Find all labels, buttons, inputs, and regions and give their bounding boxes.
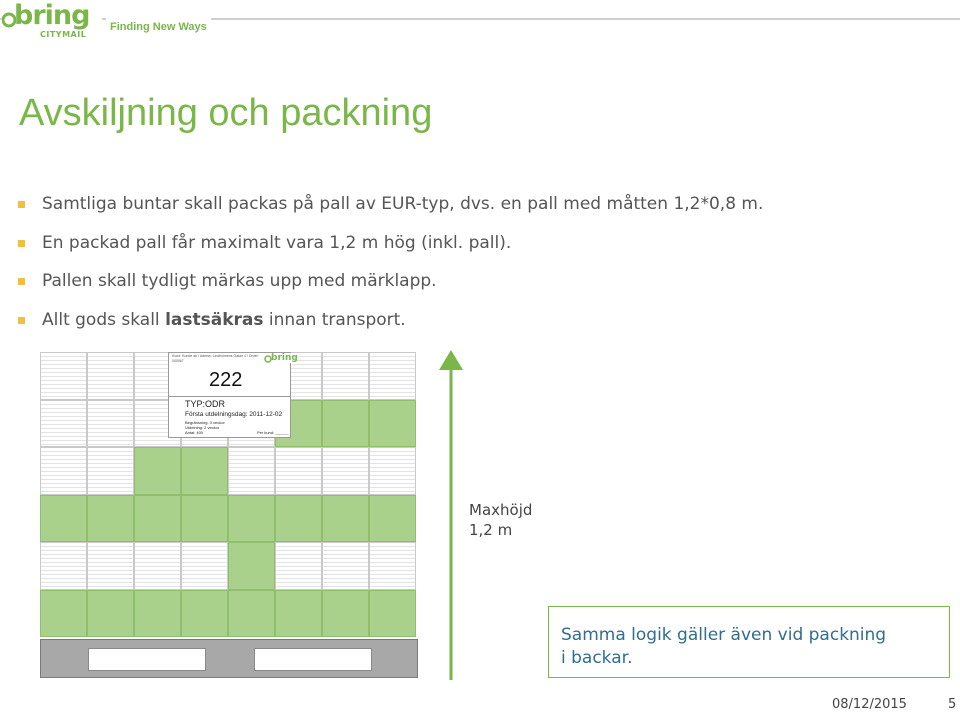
pallet-base [40, 639, 418, 678]
tagline: Finding New Ways [106, 18, 211, 36]
callout-box [548, 606, 950, 678]
pallet-box [322, 590, 369, 638]
pallet-box [87, 542, 134, 590]
max-height-label-value: 1,2 m [469, 521, 513, 539]
pallet-label-logo-text: bring [271, 353, 298, 363]
pallet-box [181, 447, 228, 495]
bullet-marker-icon [18, 278, 25, 285]
pallet-box [369, 495, 416, 543]
pallet-label-line: Begränsning: 3 veckor [185, 420, 225, 425]
pallet-box [40, 590, 87, 638]
logo-subtext: CITYMAIL [40, 30, 87, 39]
pallet-label-logo [264, 353, 298, 363]
pallet-box [134, 542, 181, 590]
pallet-box [228, 495, 275, 543]
pallet-label-line: Antal: 400 [185, 430, 204, 435]
pallet-box [40, 542, 87, 590]
pallet-box [40, 400, 87, 448]
pallet-box [369, 542, 416, 590]
pallet-box [322, 495, 369, 543]
pallet-box [275, 590, 322, 638]
pallet-label-divider [169, 396, 290, 397]
pallet-box [87, 447, 134, 495]
pallet-box [322, 400, 369, 448]
pallet-label-line: Utdelning: 2 veckor [185, 425, 220, 430]
pallet-box [87, 400, 134, 448]
pallet-box [181, 495, 228, 543]
pallet-label [168, 352, 291, 438]
pallet-base-slot [88, 648, 206, 671]
pallet-box [87, 590, 134, 638]
bring-logo [2, 2, 102, 44]
bullet-marker-icon [18, 317, 25, 324]
pallet-box [369, 590, 416, 638]
pallet-box [275, 495, 322, 543]
bullet-text-before: Allt gods skall [42, 309, 166, 330]
pallet-box [275, 542, 322, 590]
pallet-box [134, 495, 181, 543]
pallet-base-slot [254, 648, 372, 671]
bullet-marker-icon [18, 240, 25, 247]
max-height-label [469, 500, 532, 540]
height-arrow-icon [439, 350, 463, 680]
pallet-box [228, 447, 275, 495]
bullet-text: Samtliga buntar skall packas på pall av EUR-typ, dvs. en pall med måtten 1,2*0,8 m. [42, 194, 764, 214]
pallet-box [275, 447, 322, 495]
slide-title: Avskiljning och packning [19, 92, 433, 134]
pallet-box [369, 400, 416, 448]
pallet-box [322, 447, 369, 495]
bullet-list [18, 190, 763, 344]
pallet-box [40, 495, 87, 543]
bullet-item [18, 306, 763, 345]
page-number: 5 [948, 697, 957, 712]
bullet-text: En packad pall får maximalt vara 1,2 m hög (inkl. pall). [42, 232, 512, 253]
bullet-item [18, 190, 763, 229]
pallet-box [87, 352, 134, 400]
pallet-box [322, 542, 369, 590]
pallet-box [322, 352, 369, 400]
pallet-label-address: Kund: Kunde ab / Adress: Lindholmens Gatan 4 / Order: 000067 [172, 354, 259, 363]
bullet-item [18, 229, 763, 268]
pallet-box [87, 495, 134, 543]
pallet-label-number: 222 [209, 369, 243, 391]
pallet-box [134, 590, 181, 638]
pallet-box [369, 352, 416, 400]
bullet-item [18, 267, 763, 306]
callout-line: i backar. [561, 648, 633, 668]
pallet-label-date: Första utdelningsdag: 2011-12-02 [185, 411, 283, 418]
bullet-text-after: innan transport. [263, 309, 406, 330]
pallet-box [228, 590, 275, 638]
pallet-box [40, 447, 87, 495]
pallet-box [369, 447, 416, 495]
pallet-box [181, 590, 228, 638]
pallet-box [134, 447, 181, 495]
pallet-label-type: TYP:ODR [185, 399, 226, 409]
max-height-label-title: Maxhöjd [469, 501, 533, 519]
pallet-box [228, 542, 275, 590]
pallet-box [181, 542, 228, 590]
bullet-marker-icon [18, 201, 25, 208]
pallet-box [40, 352, 87, 400]
logo-wordmark: bring [14, 0, 90, 31]
pallet-label-sign: Per kund: ______ [257, 430, 289, 435]
footer-date: 08/12/2015 [832, 697, 907, 712]
callout-line: Samma logik gäller även vid packning [561, 625, 887, 645]
bullet-text-bold: lastsäkras [165, 309, 264, 330]
bullet-text: Pallen skall tydligt märkas upp med märklapp. [42, 271, 437, 291]
